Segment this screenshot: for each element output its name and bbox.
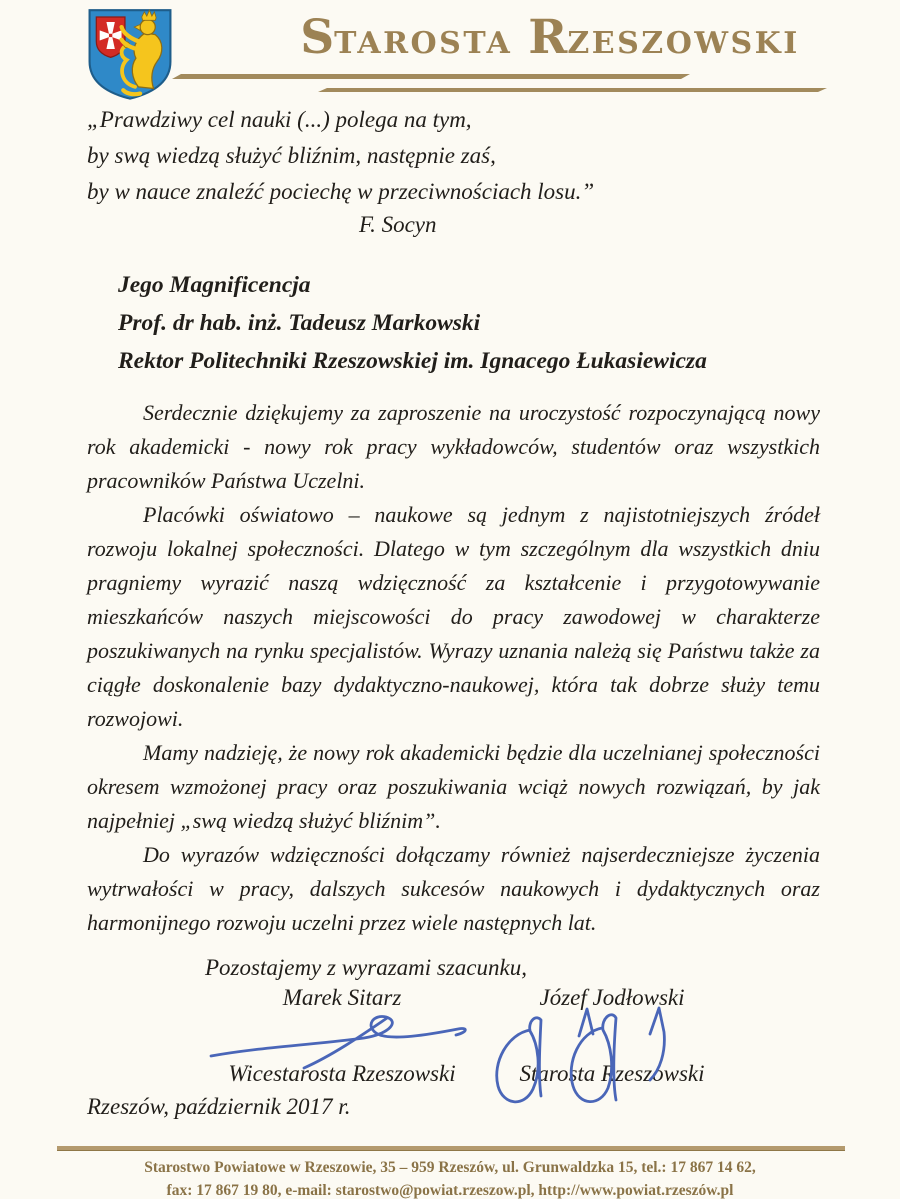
paragraph: Do wyrazów wdzięczności dołączamy również najserdeczniejsze życzenia wytrwałości w pracy, dalszych sukcesów naukowych i dydaktycznych oraz harmonijnego rozwoju uczelni przez wiele następnych lat. [87,842,820,935]
signer-name: Marek Sitarz [282,985,402,1010]
motto-quote [87,102,820,210]
footer-contact [0,1156,900,1199]
title-initial: S [300,10,335,65]
addressee-block [118,266,820,380]
letter-content [87,102,820,1122]
place-date-line: Rzeszów, październik 2017 r. [87,1094,351,1119]
paragraph: Placówki oświatowo – naukowe są jednym z najistotniejszych źródeł rozwoju lokalnej społeczności. Dlatego w tym szczególnym dla wszystkich dniu pragniemy wyrazić naszą wdzięczność za kształcenie i przygotowywanie mieszkańców naszych miejscowości do pracy zawodowej w charakterze poszukiwanych na rynku specjalistów. Wyrazy uznania należą się Państwu także za ciągłe doskonalenie bazy dydaktyczno-naukowej, która tak dobrze służy temu rozwojowi. [87,502,820,731]
paragraph: Mamy nadzieję, że nowy rok akademicki będzie dla uczelnianej społeczności okresem wzmożonej pracy oraz poszukiwania wciąż nowych rozwiązań, by jak najpełniej „swą wiedzą służyć bliźnim”. [87,740,820,833]
quote-line: „Prawdziwy cel nauki (...) polega na tym, [87,107,472,132]
addressee-line: Rektor Politechniki Rzeszowskiej im. Ignacego Łukasiewicza [118,348,707,374]
footer-address-line: Starostwo Powiatowe w Rzeszowie, 35 – 959 Rzeszów, ul. Grunwaldzka 15, tel.: 17 867 14 62, [144,1159,756,1176]
header-rule-top [172,74,690,79]
footer-contact-line: fax: 17 867 19 80, e-mail: starostwo@powiat.rzeszow.pl, http://www.powiat.rzeszów.pl [166,1182,734,1199]
signature-area [492,1012,732,1060]
signer-name: Józef Jodłowski [539,985,685,1010]
quote-attribution: F. Socyn [359,212,437,237]
paragraph: Serdecznie dziękujemy za zaproszenie na uroczystość rozpoczynającą nowy rok akademicki - nowy rok pracy wykładowców, studentów oraz wszystkich pracowników Państwa Uczelni. [87,400,820,493]
footer-rule [57,1146,845,1151]
addressee-line: Jego Magnificencja [118,272,311,298]
letterhead-title: STAROSTA RZESZOWSKI [300,10,800,65]
letter-body [87,396,820,940]
title-initial: R [528,10,568,65]
footer [0,1146,900,1199]
signature-block-starost [492,984,732,1088]
signer-title: Wicestarosta Rzeszowski [228,1061,456,1086]
quote-line: by swą wiedzą służyć bliźnim, następnie zaś, [87,143,496,168]
signature-row [87,984,820,1088]
addressee-line: Prof. dr hab. inż. Tadeusz Markowski [118,310,481,336]
coat-of-arms-icon [76,6,184,102]
closing-line: Pozostajemy z wyrazami szacunku, [205,955,527,980]
signature-block-vice-starost [212,984,472,1088]
quote-line: by w nauce znaleźć pociechę w przeciwnościach losu.” [87,179,595,204]
signer-title: Starosta Rzeszowski [519,1061,705,1086]
signature-area [212,1012,472,1060]
header-rule-bottom [318,88,827,92]
